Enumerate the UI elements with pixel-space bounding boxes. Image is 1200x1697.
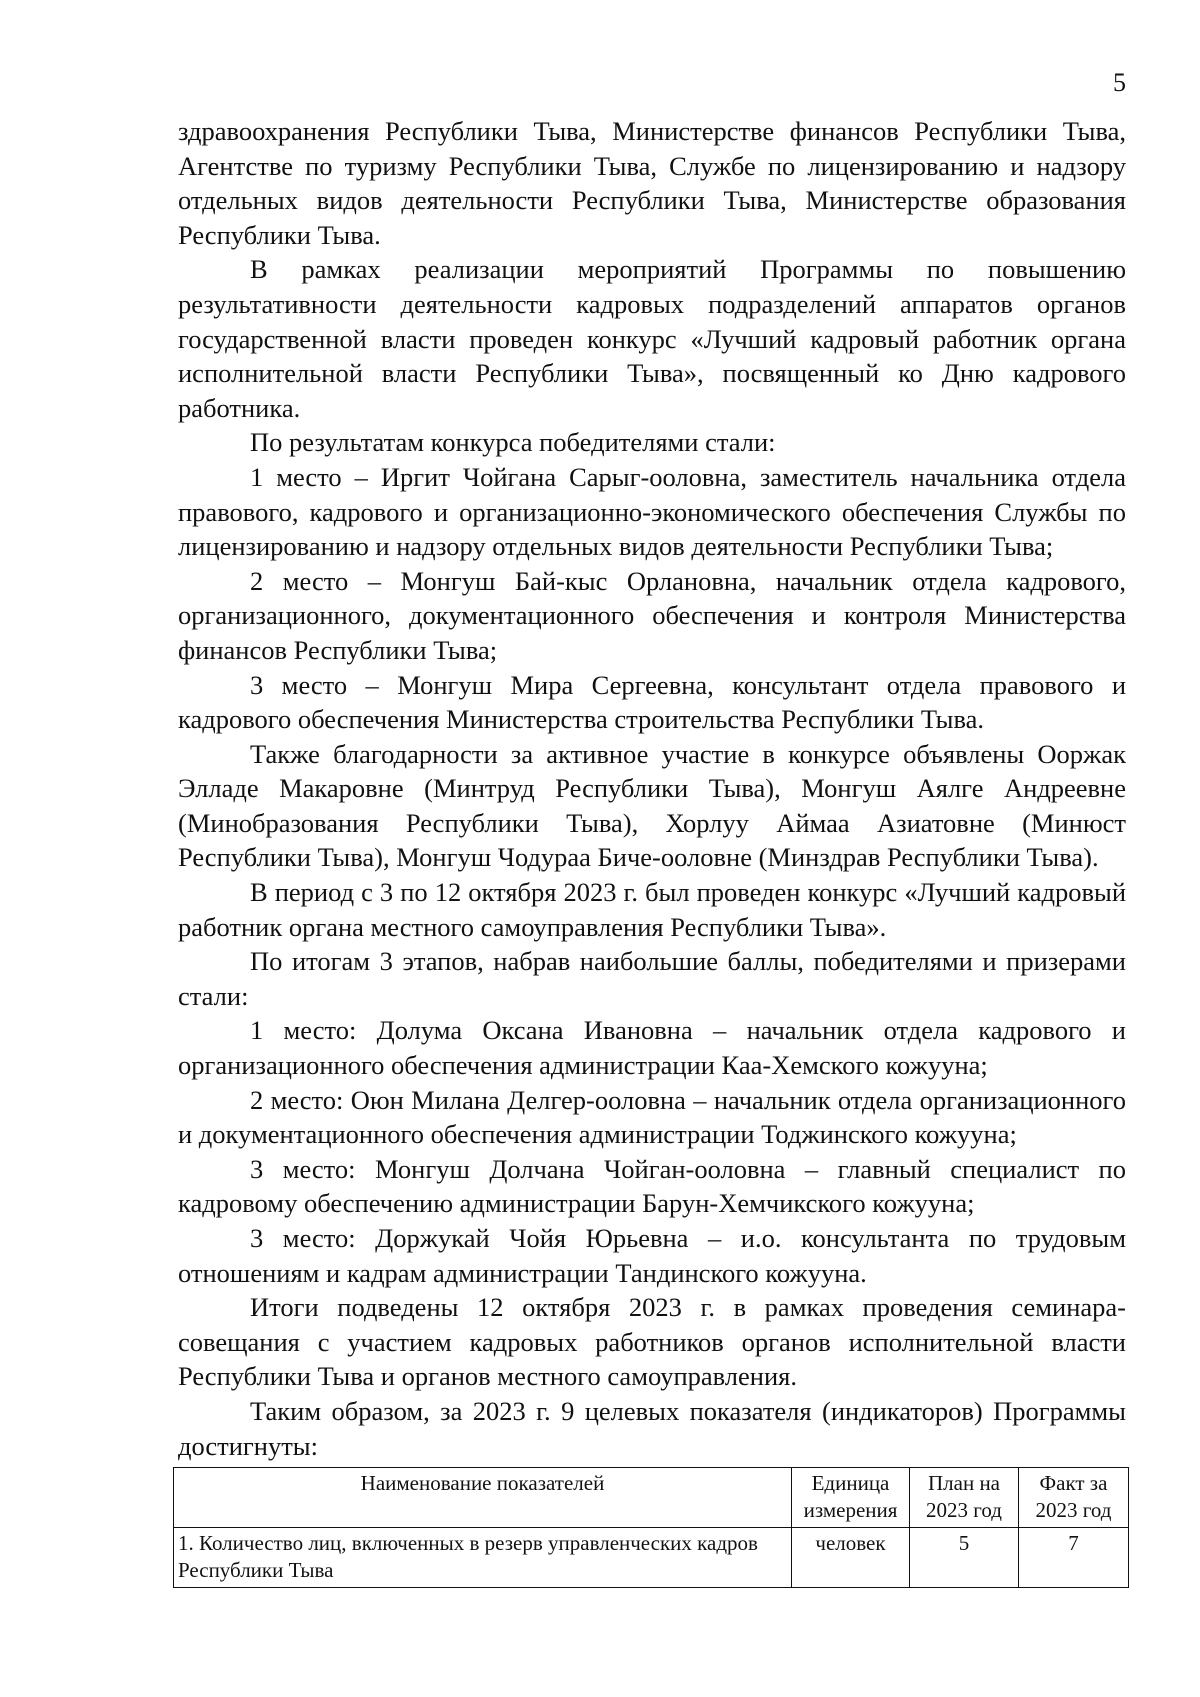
body-text [178, 114, 1126, 1463]
header-unit: Единица измерения [792, 1468, 910, 1528]
cell-fact: 7 [1019, 1528, 1129, 1588]
paragraph: По результатам конкурса победителями стали: [250, 427, 776, 458]
paragraph: 1 место: Долума Оксана Ивановна – начальник отдела кадрового и организационного обеспечения администрации Каа-Хемского кожууна; [178, 1015, 1126, 1081]
header-indicator-name: Наименование показателей [174, 1468, 792, 1528]
paragraph: здравоохранения Республики Тыва, Министерстве финансов Республики Тыва, Агентстве по туризму Республики Тыва, Службе по лицензированию и надзору отдельных видов деятельности Республики Тыва, Министерстве образования Республики Тыва. [178, 116, 1126, 250]
paragraph: 3 место: Доржукай Чойя Юрьевна – и.о. консультанта по трудовым отношениям и кадрам администрации Тандинского кожууна. [178, 1223, 1126, 1288]
paragraph: 1 место – Иргит Чойгана Сарыг-ооловна, заместитель начальника отдела правового, кадрового и организационно-экономического обеспечения Службы по лицензированию и надзору отдельных видов деятельности Республики Тыва; [178, 461, 1126, 562]
paragraph: Итоги подведены 12 октября 2023 г. в рамках проведения семинара-совещания с участием кадровых работников органов исполнительной власти Республики Тыва и органов местного самоуправления. [178, 1292, 1126, 1392]
paragraph: 3 место – Монгуш Мира Сергеевна, консультант отдела правового и кадрового обеспечения Министерства строительства Республики Тыва. [178, 669, 1126, 735]
header-fact: Факт за 2023 год [1019, 1468, 1129, 1528]
page-number: 5 [1113, 68, 1126, 97]
paragraph: По итогам 3 этапов, набрав наибольшие баллы, победителями и призерами стали: [178, 946, 1126, 1011]
table-header-row [174, 1468, 1129, 1528]
indicators-table [173, 1467, 1129, 1588]
table-row [174, 1528, 1129, 1588]
paragraph: В рамках реализации мероприятий Программы по повышению результативности деятельности кадровых подразделений аппаратов органов государственной власти проведен конкурс «Лучший кадровый работник органа исполнительной власти Республики Тыва», посвященный ко Дню кадрового работника. [178, 254, 1126, 423]
header-plan: План на 2023 год [910, 1468, 1019, 1528]
cell-plan: 5 [910, 1528, 1019, 1588]
paragraph: Также благодарности за активное участие в конкурсе объявлены Ооржак Элладе Макаровне (Минтруд Республики Тыва), Монгуш Аялге Андреевне (Минобразования Республики Тыва), Хорлуу Аймаа Азиатовне (Минюст Республики Тыва), Монгуш Чодураа Биче-ооловне (Минздрав Республики Тыва). [178, 738, 1126, 873]
paragraph: 2 место: Оюн Милана Делгер-ооловна – начальник отдела организационного и документационного обеспечения администрации Тоджинского кожууна; [178, 1084, 1126, 1150]
paragraph: 3 место: Монгуш Долчана Чойган-ооловна – главный специалист по кадровому обеспечению администрации Барун-Хемчикского кожууна; [178, 1153, 1126, 1219]
cell-unit: человек [792, 1528, 910, 1588]
cell-indicator-name: 1. Количество лиц, включенных в резерв управленческих кадров Республики Тыва [174, 1528, 792, 1588]
paragraph: В период с 3 по 12 октября 2023 г. был проведен конкурс «Лучший кадровый работник органа местного самоуправления Республики Тыва». [178, 877, 1126, 942]
paragraph: 2 место – Монгуш Бай-кыс Орлановна, начальник отдела кадрового, организационного, документационного обеспечения и контроля Министерства финансов Республики Тыва; [178, 565, 1126, 665]
paragraph: Таким образом, за 2023 г. 9 целевых показателя (индикаторов) Программы достигнуты: [178, 1395, 1126, 1461]
